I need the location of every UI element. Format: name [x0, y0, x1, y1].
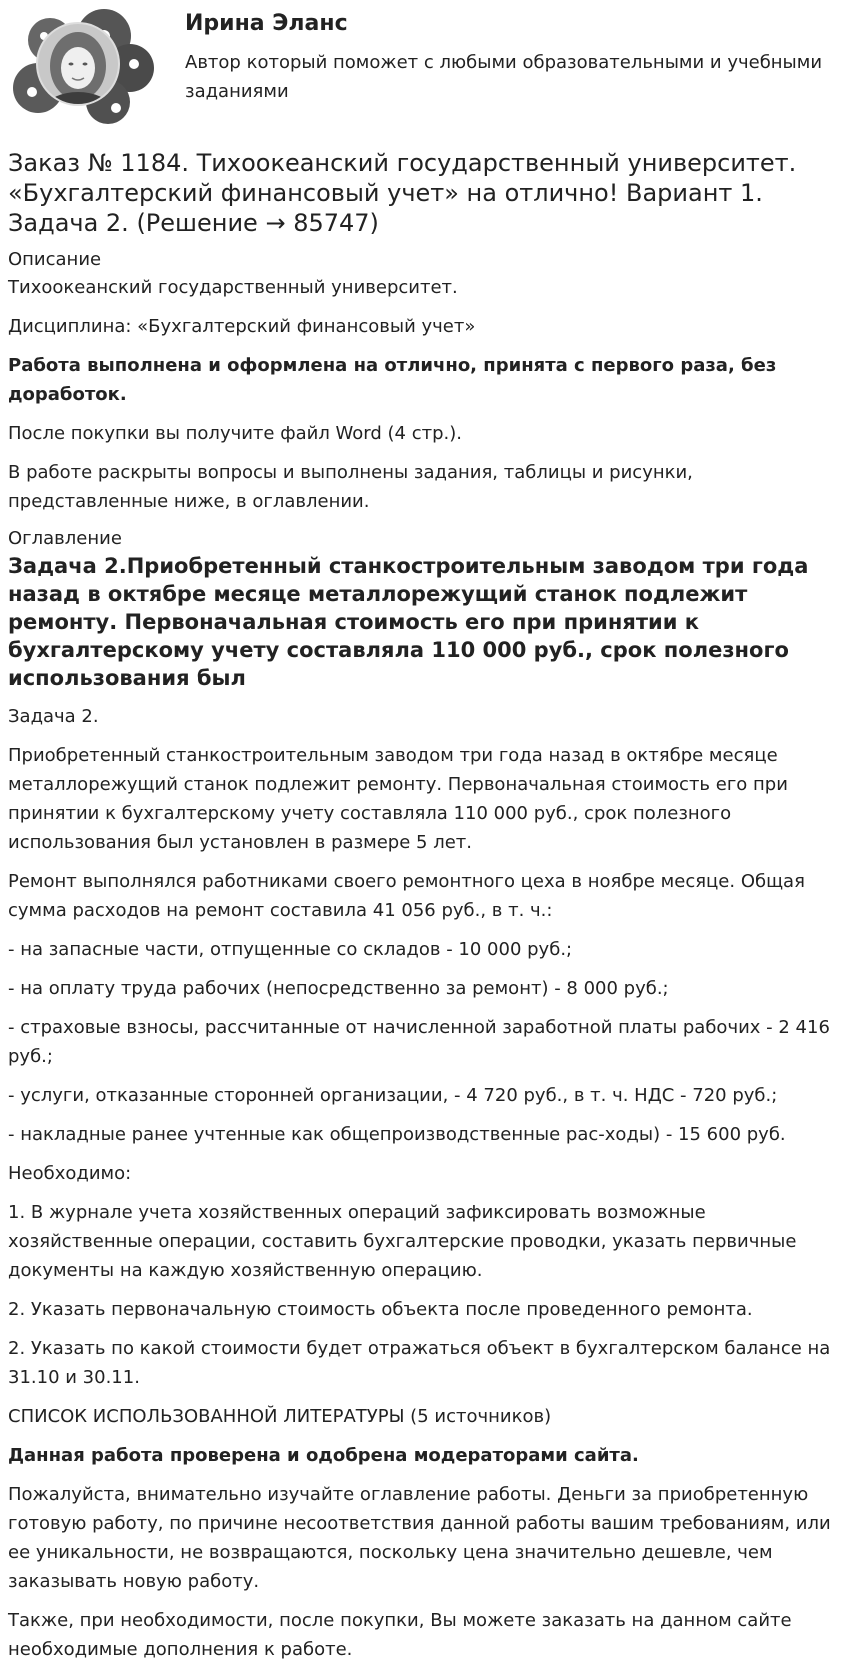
list-item: - на запасные части, отпущенные со складов - 10 000 руб.; — [8, 939, 573, 960]
requirement-item: 1. В журнале учета хозяйственных операций зафиксировать возможные хозяйственные операции, составить бухгалтерские проводки, указать первичные документы на каждую хозяйственную операцию. — [8, 1202, 797, 1281]
description-contents-note: В работе раскрыты вопросы и выполнены задания, таблицы и рисунки, представленные ниже, в оглавлении. — [8, 462, 693, 512]
description-file: После покупки вы получите файл Word (4 стр.). — [8, 423, 463, 444]
description-discipline: Дисциплина: «Бухгалтерский финансовый учет» — [8, 316, 476, 337]
description-label: Описание — [8, 249, 102, 270]
task-required-label: Необходимо: — [8, 1163, 132, 1184]
author-avatar[interactable] — [8, 6, 158, 128]
requirement-item: 2. Указать первоначальную стоимость объекта после проведенного ремонта. — [8, 1299, 753, 1320]
additional-orders-note: Также, при необходимости, после покупки, Вы можете заказать на данном сайте необходимые дополнения к работе. — [8, 1610, 792, 1660]
page-content — [8, 0, 838, 1674]
toc-heading: Задача 2.Приобретенный станкостроительным заводом три года назад в октябре месяце металлорежущий станок подлежит ремонту. Первоначальная стоимость его при принятии к бухгалтерскому учету составляла 110 000 руб., срок полезного использования был — [8, 554, 809, 690]
refund-notice: Пожалуйста, внимательно изучайте оглавление работы. Деньги за приобретенную готовую работу, по причине несоответствия данной работы вашим требованиям, или ее уникальности, не возвращаются, поскольку цена значительно дешевле, чем заказывать новую работу. — [8, 1484, 831, 1592]
requirement-item: 2. Указать по какой стоимости будет отражаться объект в бухгалтерском балансе на 31.10 и 30.11. — [8, 1338, 831, 1388]
task-paragraph: Ремонт выполнялся работниками своего ремонтного цеха в ноябре месяце. Общая сумма расходов на ремонт составила 41 056 руб., в т. ч.: — [8, 871, 805, 921]
bibliography-note: СПИСОК ИСПОЛЬЗОВАННОЙ ЛИТЕРАТУРЫ (5 источников) — [8, 1406, 552, 1427]
toc-label: Оглавление — [8, 528, 122, 549]
list-item: - на оплату труда рабочих (непосредственно за ремонт) - 8 000 руб.; — [8, 978, 669, 999]
description-university: Тихоокеанский государственный университет. — [8, 277, 458, 298]
author-name[interactable]: Ирина Эланс — [185, 11, 348, 36]
task-label: Задача 2. — [8, 706, 99, 727]
page-title: Заказ № 1184. Тихоокеанский государственный университет. «Бухгалтерский финансовый учет» на отлично! Вариант 1. Задача 2. (Решение → 85747) — [8, 149, 797, 237]
moderation-note: Данная работа проверена и одобрена модераторами сайта. — [8, 1445, 639, 1466]
author-description: Автор который поможет с любыми образовательными и учебными заданиями — [185, 52, 823, 102]
author-card — [8, 0, 838, 132]
list-item: - страховые взносы, рассчитанные от начисленной заработной платы рабочих - 2 416 руб.; — [8, 1017, 830, 1067]
list-item: - услуги, отказанные сторонней организации, - 4 720 руб., в т. ч. НДС - 720 руб.; — [8, 1085, 778, 1106]
list-item: - накладные ранее учтенные как общепроизводственные рас-ходы) - 15 600 руб. — [8, 1124, 786, 1145]
description-quality: Работа выполнена и оформлена на отлично, принята с первого раза, без доработок. — [8, 355, 777, 405]
task-paragraph: Приобретенный станкостроительным заводом три года назад в октябре месяце металлорежущий станок подлежит ремонту. Первоначальная стоимость его при принятии к бухгалтерскому учету составляла 110 000 руб., срок полезного использования был установлен в размере 5 лет. — [8, 745, 788, 853]
